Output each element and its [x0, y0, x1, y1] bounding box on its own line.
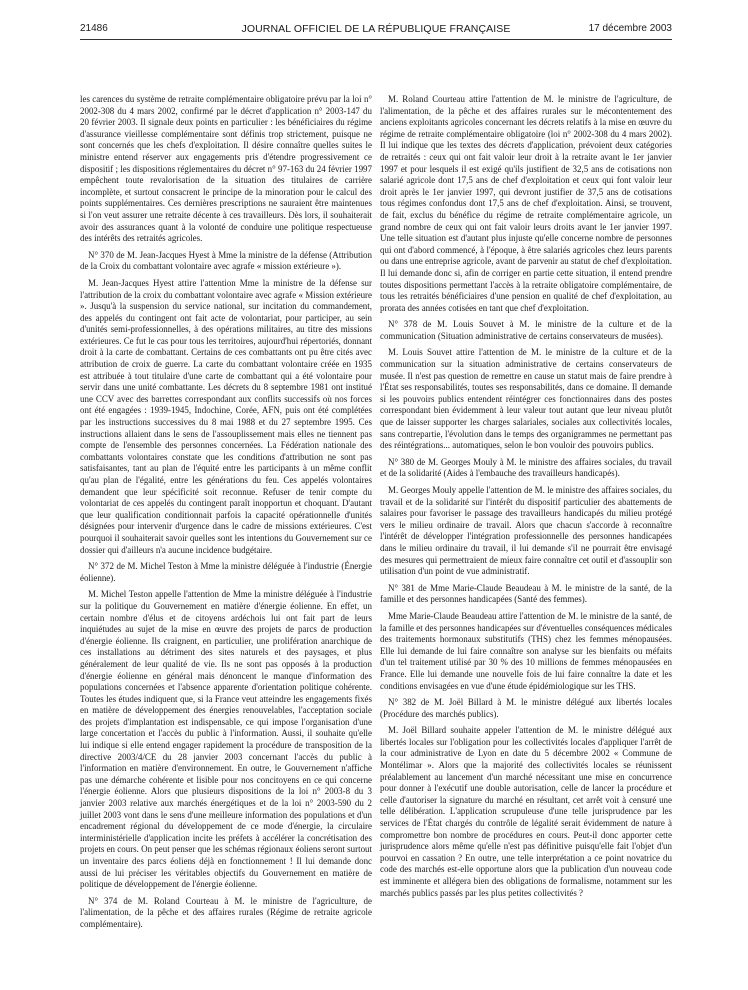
header-rule: [80, 39, 672, 40]
question-heading: N° 381 de Mme Marie-Claude Beaudeau à M. le ministre de la santé, de la famille et des personnes handicapées (Santé des femmes).: [380, 582, 672, 605]
question-heading: N° 374 de M. Roland Courteau à M. le ministre de l'agriculture, de l'alimentation, de la pêche et des affaires rurales (Régime de retraite agricole complémentaire).: [80, 895, 372, 929]
page-number: 21486: [80, 23, 108, 34]
page-header: [80, 20, 672, 38]
journal-title: JOURNAL OFFICIEL DE LA RÉPUBLIQUE FRANÇAISE: [241, 23, 511, 35]
question-heading: N° 382 de M. Joël Billard à M. le ministre délégué aux libertés locales (Procédure des marchés publics).: [380, 697, 672, 719]
question-heading: N° 380 de M. Georges Mouly à M. le ministre des affaires sociales, du travail et de la solidarité (Aides à l'embauche des travailleurs handicapés).: [380, 456, 672, 479]
right-column: [380, 94, 672, 904]
paragraph: M. Georges Mouly appelle l'attention de M. le ministre des affaires sociales, du travail et de la solidarité sur l'intérêt du dispositif particulier des abattements de salaires pour favoriser le passage des travailleurs handicapés du milieu protégé vers le milieu ordinaire de travail. Alors que chacun s'accorde à reconnaître l'intérêt de développer l'intégration professionnelle des personnes handicapées dans le milieu ordinaire du travail, il lui demande s'il ne pourrait être envisagé des mesures qui permettraient de mieux faire connaître cet outil et d'assouplir son utilisation d'un point de vue administratif.: [380, 485, 672, 577]
paragraph: M. Louis Souvet attire l'attention de M. le ministre de la culture et de la communication sur la situation administrative de certains conservateurs de musée. Il n'est pas question de remettre en cause un statut mais de faire prendre à l'État ses responsabilités, toutes ses responsabilités, dans ce domaine. Il demande si les pouvoirs publics entendent réintégrer ces fonctionnaires dans des postes correspondant bien évidemment à leur valeur tout autant que leur niveau plutôt que de laisser supporter les charges salariales, sociales aux collectivités locales, sans contrepartie, l'évolution dans le temps des organigrammes ne permettant pas des réintégrations... automatiques, selon le bon vouloir des pouvoirs publics.: [380, 347, 672, 451]
paragraph: Mme Marie-Claude Beaudeau attire l'attention de M. le ministre de la santé, de la famille et des personnes handicapées sur d'éventuelles conséquences médicales des traitements hormonaux substitutifs (THS) chez les femmes ménopausées. Elle lui demande de lui faire connaître son analyse sur les bienfaits ou méfaits d'un tel traitement utilisé par 30 % des 10 millions de femmes ménopausées en France. Elle lui demande une nouvelle fois de lui faire connaître la date et les conditions envisagées en vue d'une étude épidémiologique sur les THS.: [380, 610, 672, 691]
issue-date: 17 décembre 2003: [588, 23, 672, 34]
question-heading: N° 378 de M. Louis Souvet à M. le ministre de la culture et de la communication (Situation administrative de certains conservateurs de musées).: [380, 319, 672, 341]
paragraph: M. Joël Billard souhaite appeler l'attention de M. le ministre délégué aux libertés locales sur l'obligation pour les collectivités locales d'appliquer l'arrêt de la cour administrative de Lyon en date du 5 décembre 2002 « Commune de Montélimar ». Alors que la majorité des collectivités locales se réunissent préalablement au lancement d'un marché nécessitant une mise en concurrence pour donner à l'exécutif une double autorisation, celle de lancer la procédure et celle d'autoriser la signature du marché en résultant, cet arrêt voit à censuré une telle délibération. L'application scrupuleuse d'une telle jurisprudence par les services de l'État chargés du contrôle de légalité serait évidemment de nature à compromettre bon nombre de procédures en cours. Peut-il donc apporter cette jurisprudence alors même qu'elle n'est pas définitive puisqu'elle fait l'objet d'un pourvoi en cassation ? En outre, une telle interprétation a ce point novatrice du code des marchés est-elle opportune alors que la publication d'un nouveau code est imminente et allégera bien des obligations de formalisme, notamment sur les marchés publics passés par les plus petites collectivités ?: [380, 725, 672, 898]
paragraph: les carences du système de retraite complémentaire obligatoire prévu par la loi n° 2002-308 du 4 mars 2002, confirmé par le décret d'application n° 2003-147 du 20 février 2003. Il signale deux points en particulier : les bénéficiaires du régime d'assurance vieillesse complémentaire sont définis trop strictement, puisque ne sont concernés que les chefs d'exploitation. Il désire connaître quelles suites le ministre entend réserver aux engagements pris d'étendre progressivement ce dispositif ; les dispositions réglementaires du décret n° 97-163 du 24 février 1997 empêchent toute revalorisation de la situation des titulaires de carrière incomplète, et surtout consacrent le principe de la minoration pour le calcul des points supplémentaires. Ces dernières prescriptions ne sauraient être maintenues si l'on veut assurer une retraite décente à ces travailleurs. Dès lors, il souhaiterait avoir des assurances quant à la volonté de conduire une politique respectueuse des intérêts des retraités agricoles.: [80, 94, 372, 244]
paragraph: M. Jean-Jacques Hyest attire l'attention Mme la ministre de la défense sur l'attribution de la croix du combattant volontaire avec agrafe « Mission extérieure ». Jusqu'à la suspension du service national, sur incitation du commandement, des appelés du contingent ont fait acte de volontariat, pour participer, au sein d'unités semi-professionnelles, à des opérations militaires, au titre des missions extérieures. Ce fut le cas pour tous les territoires, aujourd'hui répertoriés, donnant droit à la carte de combattant. Certains de ces combattants ont pu être cités avec attribution de croix de guerre. La carte du combattant volontaire créée en 1935 est attribuée à tout titulaire d'une carte de combattant qui a été volontaire pour servir dans une unité combattante. Les décrets du 8 septembre 1981 ont institué une CCV avec des barrettes correspondant aux conflits successifs où nos forces ont été engagées : 1939-1945, Indochine, Corée, AFN, puis ont été complétées par les instructions successives du 8 mai 1988 et du 27 septembre 1995. Ces instructions allaient dans le sens de l'assouplissement mais elles ne tiennent pas compte de l'ensemble des personnes concernées. La Fédération nationale des combattants volontaires constate que les conditions d'attribution ne sont pas satisfaisantes, tant au plan de l'équité entre les participants à un même conflit qu'au plan de l'égalité, entre les générations du feu. Ces appelés volontaires demandent que leur spécificité soit reconnue. Refuser de tenir compte du volontariat de ces appelés du contingent paraît inopportun et choquant. D'autant que leur qualification conditionnait parfois la capacité opérationnelle d'unités désignées pour intervenir d'urgence dans le cadre de missions extérieures. C'est pourquoi il souhaiterait savoir quelles sont les intentions du Gouvernement sur ce dossier qui d'ailleurs n'a aucune incidence budgétaire.: [80, 277, 372, 555]
paragraph: M. Roland Courteau attire l'attention de M. le ministre de l'agriculture, de l'alimentation, de la pêche et des affaires rurales sur le mécontentement des anciens exploitants agricoles concernant les décrets relatifs à la mise en œuvre du régime de retraite complémentaire obligatoire (loi n° 2002-308 du 4 mars 2002). Il lui indique que les textes des décrets d'application, prévoient deux catégories de retraités : ceux qui ont fait valoir leur droit à la retraite avant le 1er janvier 1997 et pour lesquels il est exigé qu'ils justifient de 32,5 ans de cotisations non salarié agricole dont 17,5 ans de chef d'exploitation et ceux qui font valoir leur droit après le 1er janvier 1997, qui devront justifier de 37,5 ans de cotisations tous régimes confondus dont 17,5 ans de chef d'exploitation. Ainsi, se trouvent, de fait, exclus du bénéfice du régime de retraite complémentaire agricole, un grand nombre de ceux qui ont fait valoir leurs droits avant le 1er janvier 1997. Une telle situation est d'autant plus injuste qu'elle concerne nombre de personnes qui ont d'abord commencé, à l'époque, à être salariés agricoles chez leurs parents ou dans une entreprise agricole, avant de parvenir au statut de chef d'exploitation. Il lui demande donc si, afin de corriger en partie cette situation, il entend prendre toutes dispositions permettant l'accès à la retraite obligatoire complémentaire, de tous les retraités bénéficiaires d'une pension en qualité de chef d'exploitation, au prorata des années cotisées en tant que chef d'exploitation.: [380, 94, 672, 313]
question-heading: N° 370 de M. Jean-Jacques Hyest à Mme la ministre de la défense (Attribution de la Croix du combattant volontaire avec agrafe « mission extérieure »).: [80, 249, 372, 272]
left-column: [80, 94, 372, 936]
paragraph: M. Michel Teston appelle l'attention de Mme la ministre déléguée à l'industrie sur la politique du Gouvernement en matière d'énergie éolienne. En effet, un certain nombre d'élus et de citoyens ardéchois lui ont fait part de leurs inquiétudes au sujet de la mise en œuvre des projets de parcs de production d'énergie éolienne. Ils craignent, en particulier, une prolifération anarchique de ces installations au détriment des sites naturels et des paysages, et plus généralement de leur qualité de vie. Ils ne sont pas opposés à la production d'énergie éolienne en général mais dénoncent le manque d'information des populations concernées et l'absence apparente d'orientation politique cohérente. Toutes les études indiquent que, si la France veut atteindre les engagements fixés en matière de développement des énergies renouvelables, l'acceptation sociale des projets d'implantation est indispensable, ce qui impose l'organisation d'une large concertation et l'accès du public à l'information. Aussi, il souhaite qu'elle lui indique si elle entend engager rapidement la procédure de transposition de la directive 2003/4/CE du 28 janvier 2003 concernant l'accès du public à l'information en matière d'environnement. En outre, le Gouvernement n'affiche pas une démarche cohérente et lisible pour nos concitoyens en ce qui concerne l'énergie éolienne. Alors que plusieurs dispositions de la loi n° 2003-8 du 3 janvier 2003 relative aux marchés énergétiques et de la loi n° 2003-590 du 2 juillet 2003 vont dans le sens d'une meilleure information des populations et d'un encadrement régional du développement de ce mode d'énergie, la circulaire interministérielle d'application incite les préfets à accélérer la concrétisation des projets en cours. On peut penser que les schémas régionaux éoliens seront surtout un inventaire des parcs éoliens déjà en fonctionnement ! Il lui demande donc aussi de lui préciser les véritables objectifs du Gouvernement en matière de politique de développement de l'énergie éolienne.: [80, 589, 372, 890]
question-heading: N° 372 de M. Michel Teston à Mme la ministre déléguée à l'industrie (Énergie éolienne).: [80, 561, 372, 583]
